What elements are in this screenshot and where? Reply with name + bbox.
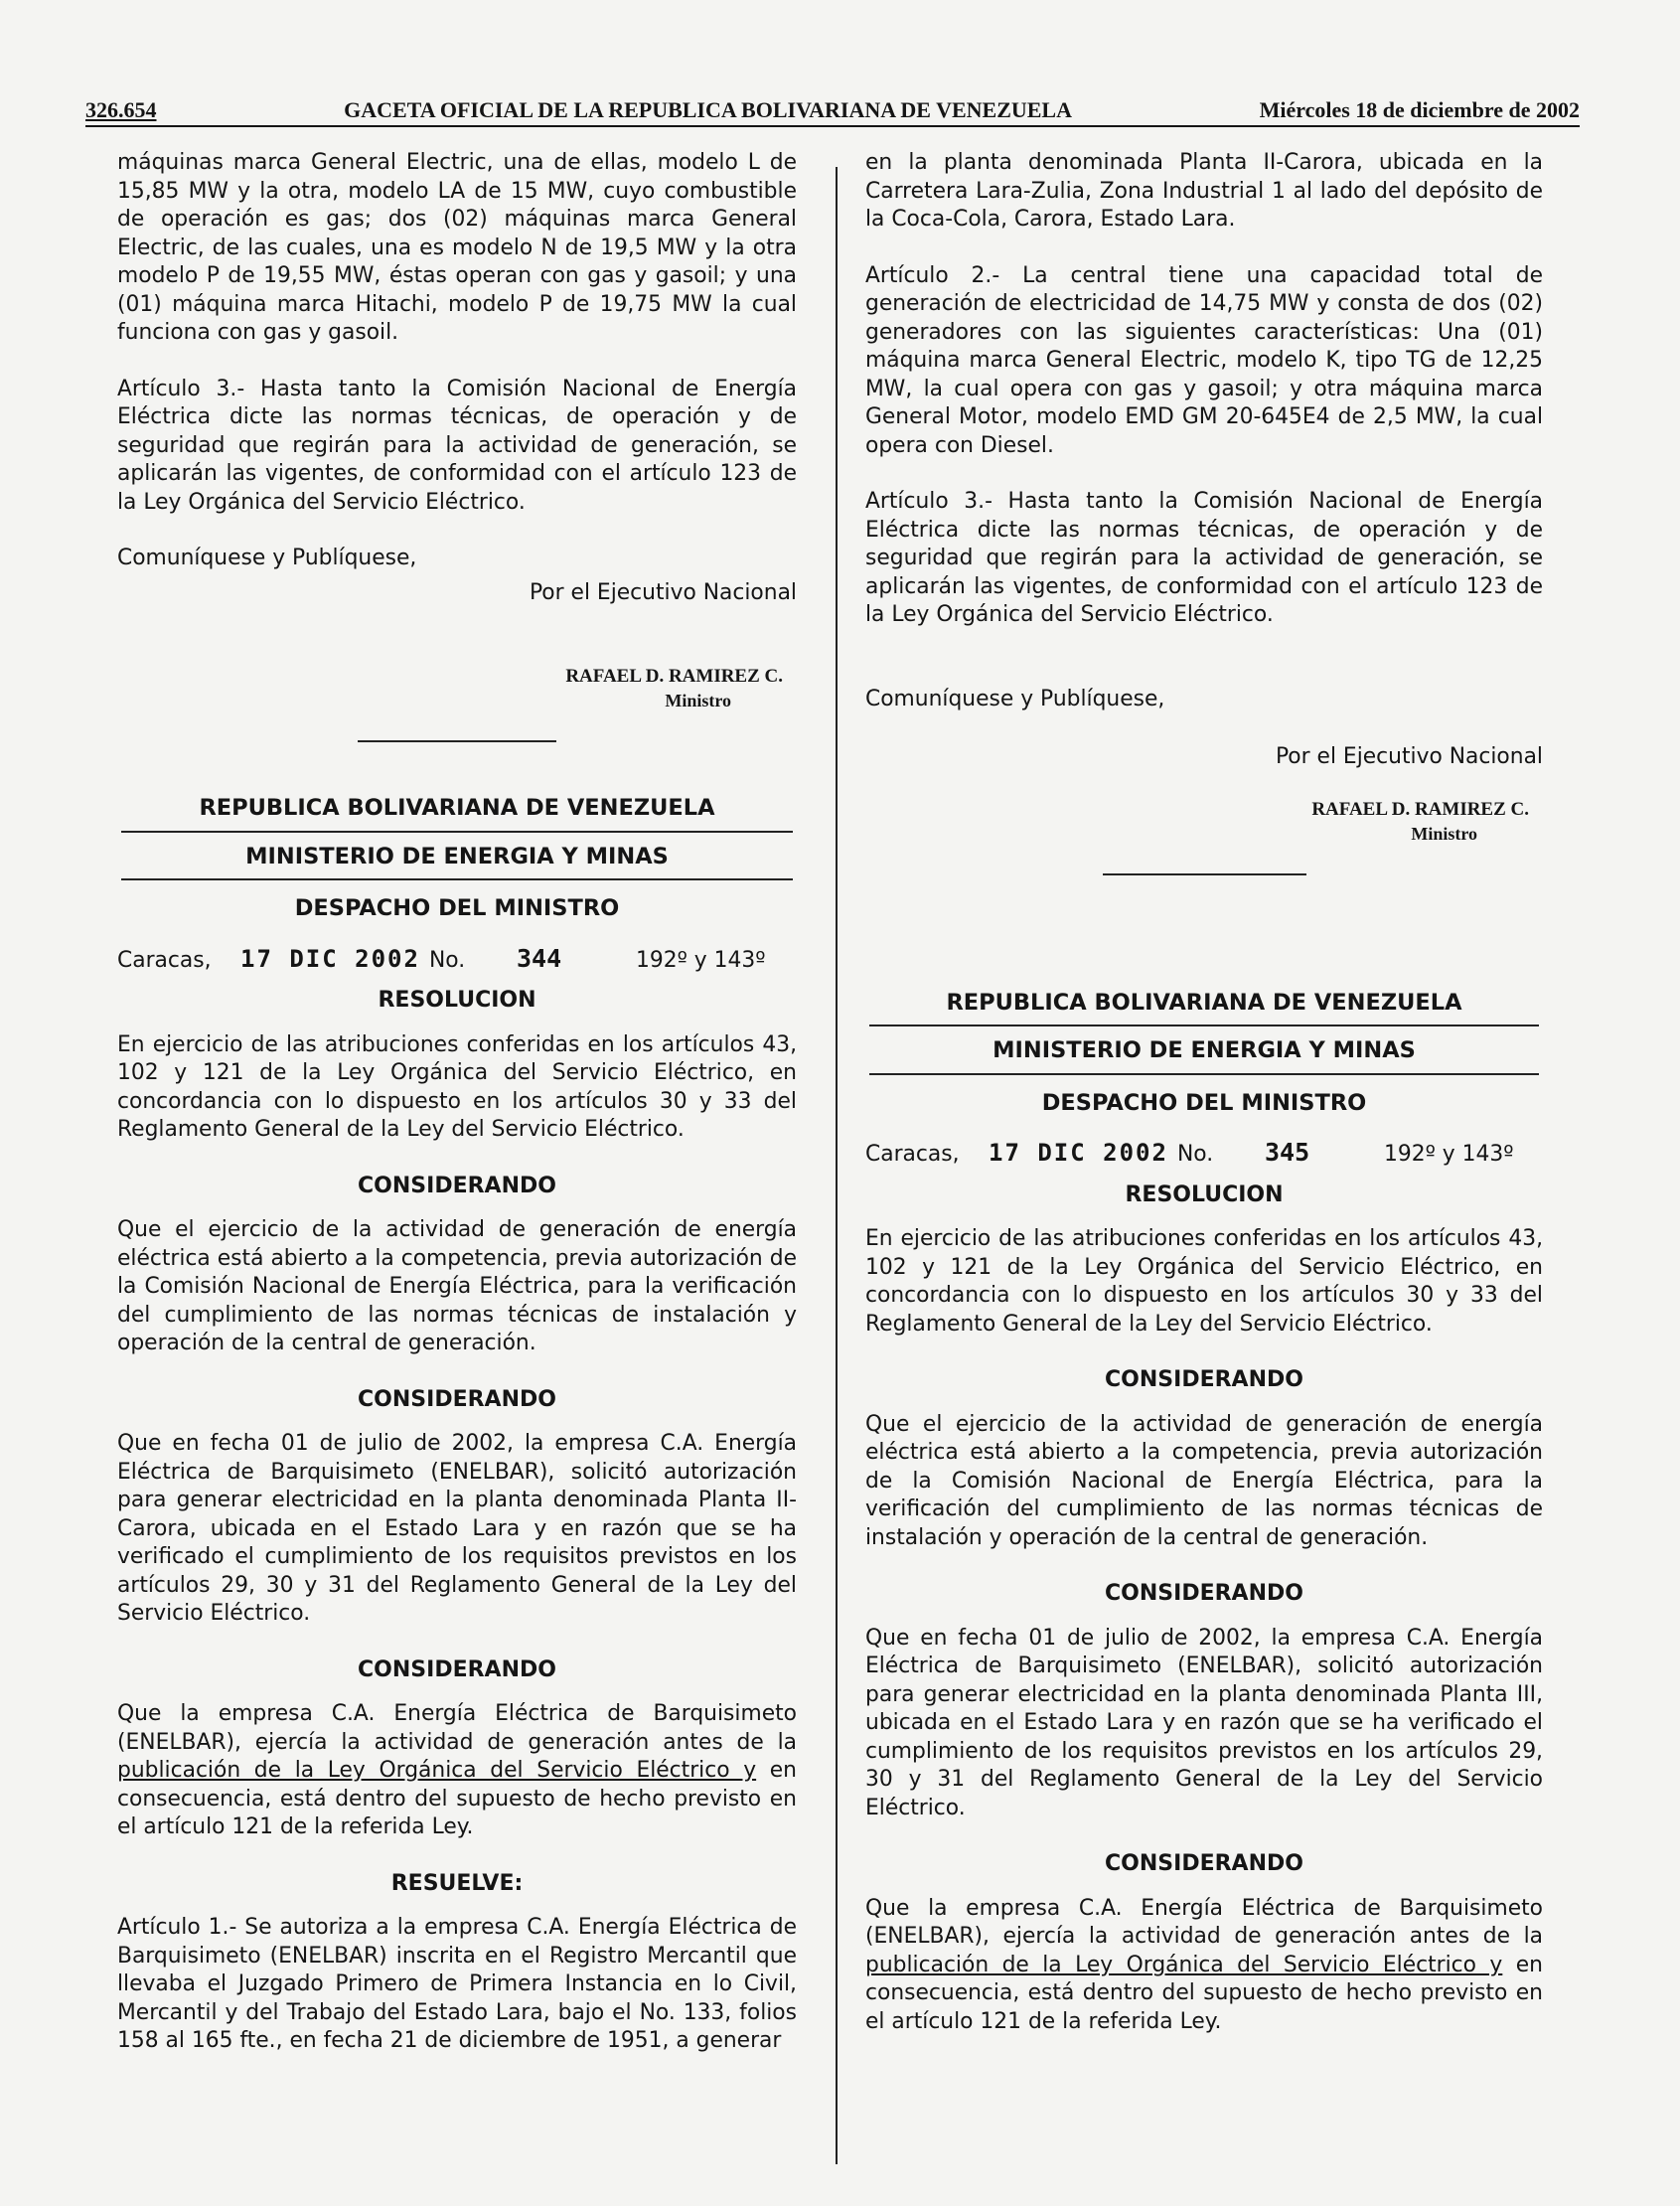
text-run: Que la empresa C.A. Energía Eléctrica de Barquisimeto (ENELBAR), ejercía la actividad de generación antes de la — [117, 1701, 797, 1755]
office-heading: DESPACHO DEL MINISTRO — [294, 895, 620, 921]
considerando-title: CONSIDERANDO — [1105, 1367, 1303, 1392]
ministry-heading: MINISTERIO DE ENERGIA Y MINAS — [993, 1037, 1416, 1063]
considerando-text: Que en fecha 01 de julio de 2002, la empresa C.A. Energía Eléctrica de Barquisimeto (ENELBAR), solicitó autorización para generar electricidad en la planta denominada Planta II-Carora, ubicada en el Estado Lara y en razón que se ha verificado el cumplimiento de los requisitos previstos en los artículos 29, 30 y 31 del Reglamento General de la Ley del Servicio Eléctrico. — [117, 1431, 797, 1626]
place-label: Caracas, — [865, 1142, 960, 1167]
article-1: Artículo 1.- Se autoriza a la empresa C.A. Energía Eléctrica de Barquisimeto (ENELBAR) inscrita en el Registro Mercantil que llevaba el Juzgado Primero de Primera Instancia en lo Civil, Mercantil y del Trabajo del Estado Lara, bajo el No. 133, folios 158 al 165 fte., en fecha 21 de diciembre de 1951, a generar — [117, 1915, 797, 2053]
number-label: No. — [429, 947, 466, 973]
considerando-title: CONSIDERANDO — [358, 1656, 556, 1682]
gazette-title: GACETA OFICIAL DE LA REPUBLICA BOLIVARIANA DE VENEZUELA — [344, 97, 1072, 122]
section-separator — [1103, 873, 1306, 875]
considerando-text — [865, 1895, 1543, 2037]
left-column — [117, 149, 797, 2084]
column-divider — [836, 167, 838, 2164]
resolution-date-row — [865, 1139, 1543, 1170]
resolution-number: 345 — [1265, 1138, 1310, 1167]
resolution-number: 344 — [517, 943, 562, 973]
article-3: Artículo 3.- Hasta tanto la Comisión Nacional de Energía Eléctrica dicte las normas técnicas, de operación y de seguridad que regirán para la actividad de generación, se aplicarán las vigentes, de conformidad con el artículo 123 de la Ley Orgánica del Servicio Eléctrico. — [117, 376, 797, 515]
signature-line: Por el Ejecutivo Nacional — [1275, 744, 1543, 769]
considerando-title: CONSIDERANDO — [358, 1173, 556, 1198]
place-label: Caracas, — [117, 947, 212, 973]
date-stamp: 17 DIC 2002 — [240, 944, 420, 973]
underlined-text: publicación de la Ley Orgánica del Servicio Eléctrico y — [117, 1758, 757, 1783]
republic-heading: REPUBLICA BOLIVARIANA DE VENEZUELA — [199, 795, 715, 821]
considerando-title: CONSIDERANDO — [1105, 1581, 1303, 1606]
section-separator — [358, 740, 556, 742]
resolution-intro: En ejercicio de las atribuciones conferidas en los artículos 43, 102 y 121 de la Ley Orgánica del Servicio Eléctrico, en concordancia con lo dispuesto en los artículos 30 y 33 del Reglamento General de la Ley del Servicio Eléctrico. — [117, 1031, 797, 1142]
article-2: Artículo 2.- La central tiene una capacidad total de generación de electricidad de 14,75 MW y consta de dos (02) generadores con las siguientes características: Una (01) máquina marca General Electric, modelo K, tipo TG de 12,25 MW, la cual opera con gas y gasoil; y otra máquina marca General Motor, modelo EMD GM 20-645E4 de 2,5 MW, la cual opera con Diesel. — [865, 262, 1543, 458]
text-run: en consecuencia, está dentro del supuesto de hecho previsto en el artículo 121 de la referida Ley. — [865, 1952, 1543, 2034]
minister-role: Ministro — [1411, 823, 1477, 844]
resolution-title: RESOLUCION — [378, 988, 536, 1013]
gazette-header — [85, 87, 1580, 127]
resolution-date-row — [117, 945, 797, 976]
minister-role: Ministro — [665, 691, 731, 710]
republic-heading: REPUBLICA BOLIVARIANA DE VENEZUELA — [946, 989, 1462, 1016]
minister-signature — [117, 665, 797, 712]
resuelve-title: RESUELVE: — [390, 1870, 524, 1896]
years: 192º y 143º — [1384, 1142, 1514, 1167]
resolution-intro: En ejercicio de las atribuciones conferidas en los artículos 43, 102 y 121 de la Ley Orgánica del Servicio Eléctrico, en concordancia con lo dispuesto en los artículos 30 y 33 del Reglamento General de la Ley del Servicio Eléctrico. — [865, 1226, 1543, 1337]
paragraph: en la planta denominada Planta II-Carora, ubicada en la Carretera Lara-Zulia, Zona Industrial 1 al lado del depósito de la Coca-Cola, Carora, Estado Lara. — [865, 150, 1543, 232]
ministry-heading: MINISTERIO DE ENERGIA Y MINAS — [245, 843, 669, 869]
issue-date: Miércoles 18 de diciembre de 2002 — [1259, 97, 1580, 122]
considerando-title: CONSIDERANDO — [1105, 1851, 1303, 1876]
years: 192º y 143º — [636, 947, 766, 973]
signature-line: Por el Ejecutivo Nacional — [529, 579, 797, 605]
text-run: en consecuencia, está dentro del supuesto de hecho previsto en el artículo 121 de la referida Ley. — [117, 1758, 797, 1839]
closing-formula: Comuníquese y Publíquese, — [117, 546, 417, 570]
underlined-text: publicación de la Ley Orgánica del Servicio Eléctrico y — [865, 1952, 1503, 1977]
minister-name: RAFAEL D. RAMIREZ C. — [565, 666, 783, 687]
resolution-title: RESOLUCION — [1125, 1182, 1284, 1207]
office-heading: DESPACHO DEL MINISTRO — [1041, 1089, 1367, 1116]
date-stamp: 17 DIC 2002 — [989, 1139, 1168, 1167]
page-number: 326.654 — [85, 97, 157, 122]
right-column — [865, 149, 1543, 2064]
considerando-text: Que el ejercicio de la actividad de generación de energía eléctrica está abierto a la competencia, previa autorización de la Comisión Nacional de Energía Eléctrica, para la verificación del cumplimiento de las normas técnicas de instalación y operación de la central de generación. — [117, 1217, 797, 1355]
minister-name: RAFAEL D. RAMIREZ C. — [1311, 798, 1529, 820]
considerando-text — [117, 1700, 797, 1842]
considerando-title: CONSIDERANDO — [358, 1386, 556, 1412]
paragraph: máquinas marca General Electric, una de ellas, modelo L de 15,85 MW y la otra, modelo LA de 15 MW, cuyo combustible de operación es gas; dos (02) máquinas marca General Electric, de las cuales, una es modelo N de 19,5 MW y la otra modelo P de 19,55 MW, éstas operan con gas y gasoil; y una (01) máquina marca Hitachi, modelo P de 19,75 MW la cual funciona con gas y gasoil. — [117, 150, 797, 345]
text-run: Que la empresa C.A. Energía Eléctrica de Barquisimeto (ENELBAR), ejercía la actividad de generación antes de la — [865, 1895, 1543, 1949]
considerando-text: Que el ejercicio de la actividad de generación de energía eléctrica está abierto a la competencia, previa autorización de la Comisión Nacional de Energía Eléctrica, para la verificación del cumplimiento de las normas técnicas de instalación y operación de la central de generación. — [865, 1411, 1543, 1550]
closing-formula: Comuníquese y Publíquese, — [865, 686, 1165, 711]
considerando-text: Que en fecha 01 de julio de 2002, la empresa C.A. Energía Eléctrica de Barquisimeto (ENELBAR), solicitó autorización para generar electricidad en la planta denominada Planta III, ubicada en el Estado Lara y en razón que se ha verificado el cumplimiento de los requisitos previstos en los artículos 29, 30 y 31 del Reglamento General de la Ley del Servicio Eléctrico. — [865, 1625, 1543, 1820]
article-3: Artículo 3.- Hasta tanto la Comisión Nacional de Energía Eléctrica dicte las normas técnicas, de operación y de seguridad que regirán para la actividad de generación, se aplicarán las vigentes, de conformidad con el artículo 123 de la Ley Orgánica del Servicio Eléctrico. — [865, 489, 1543, 627]
number-label: No. — [1177, 1142, 1214, 1167]
minister-signature — [865, 798, 1543, 846]
